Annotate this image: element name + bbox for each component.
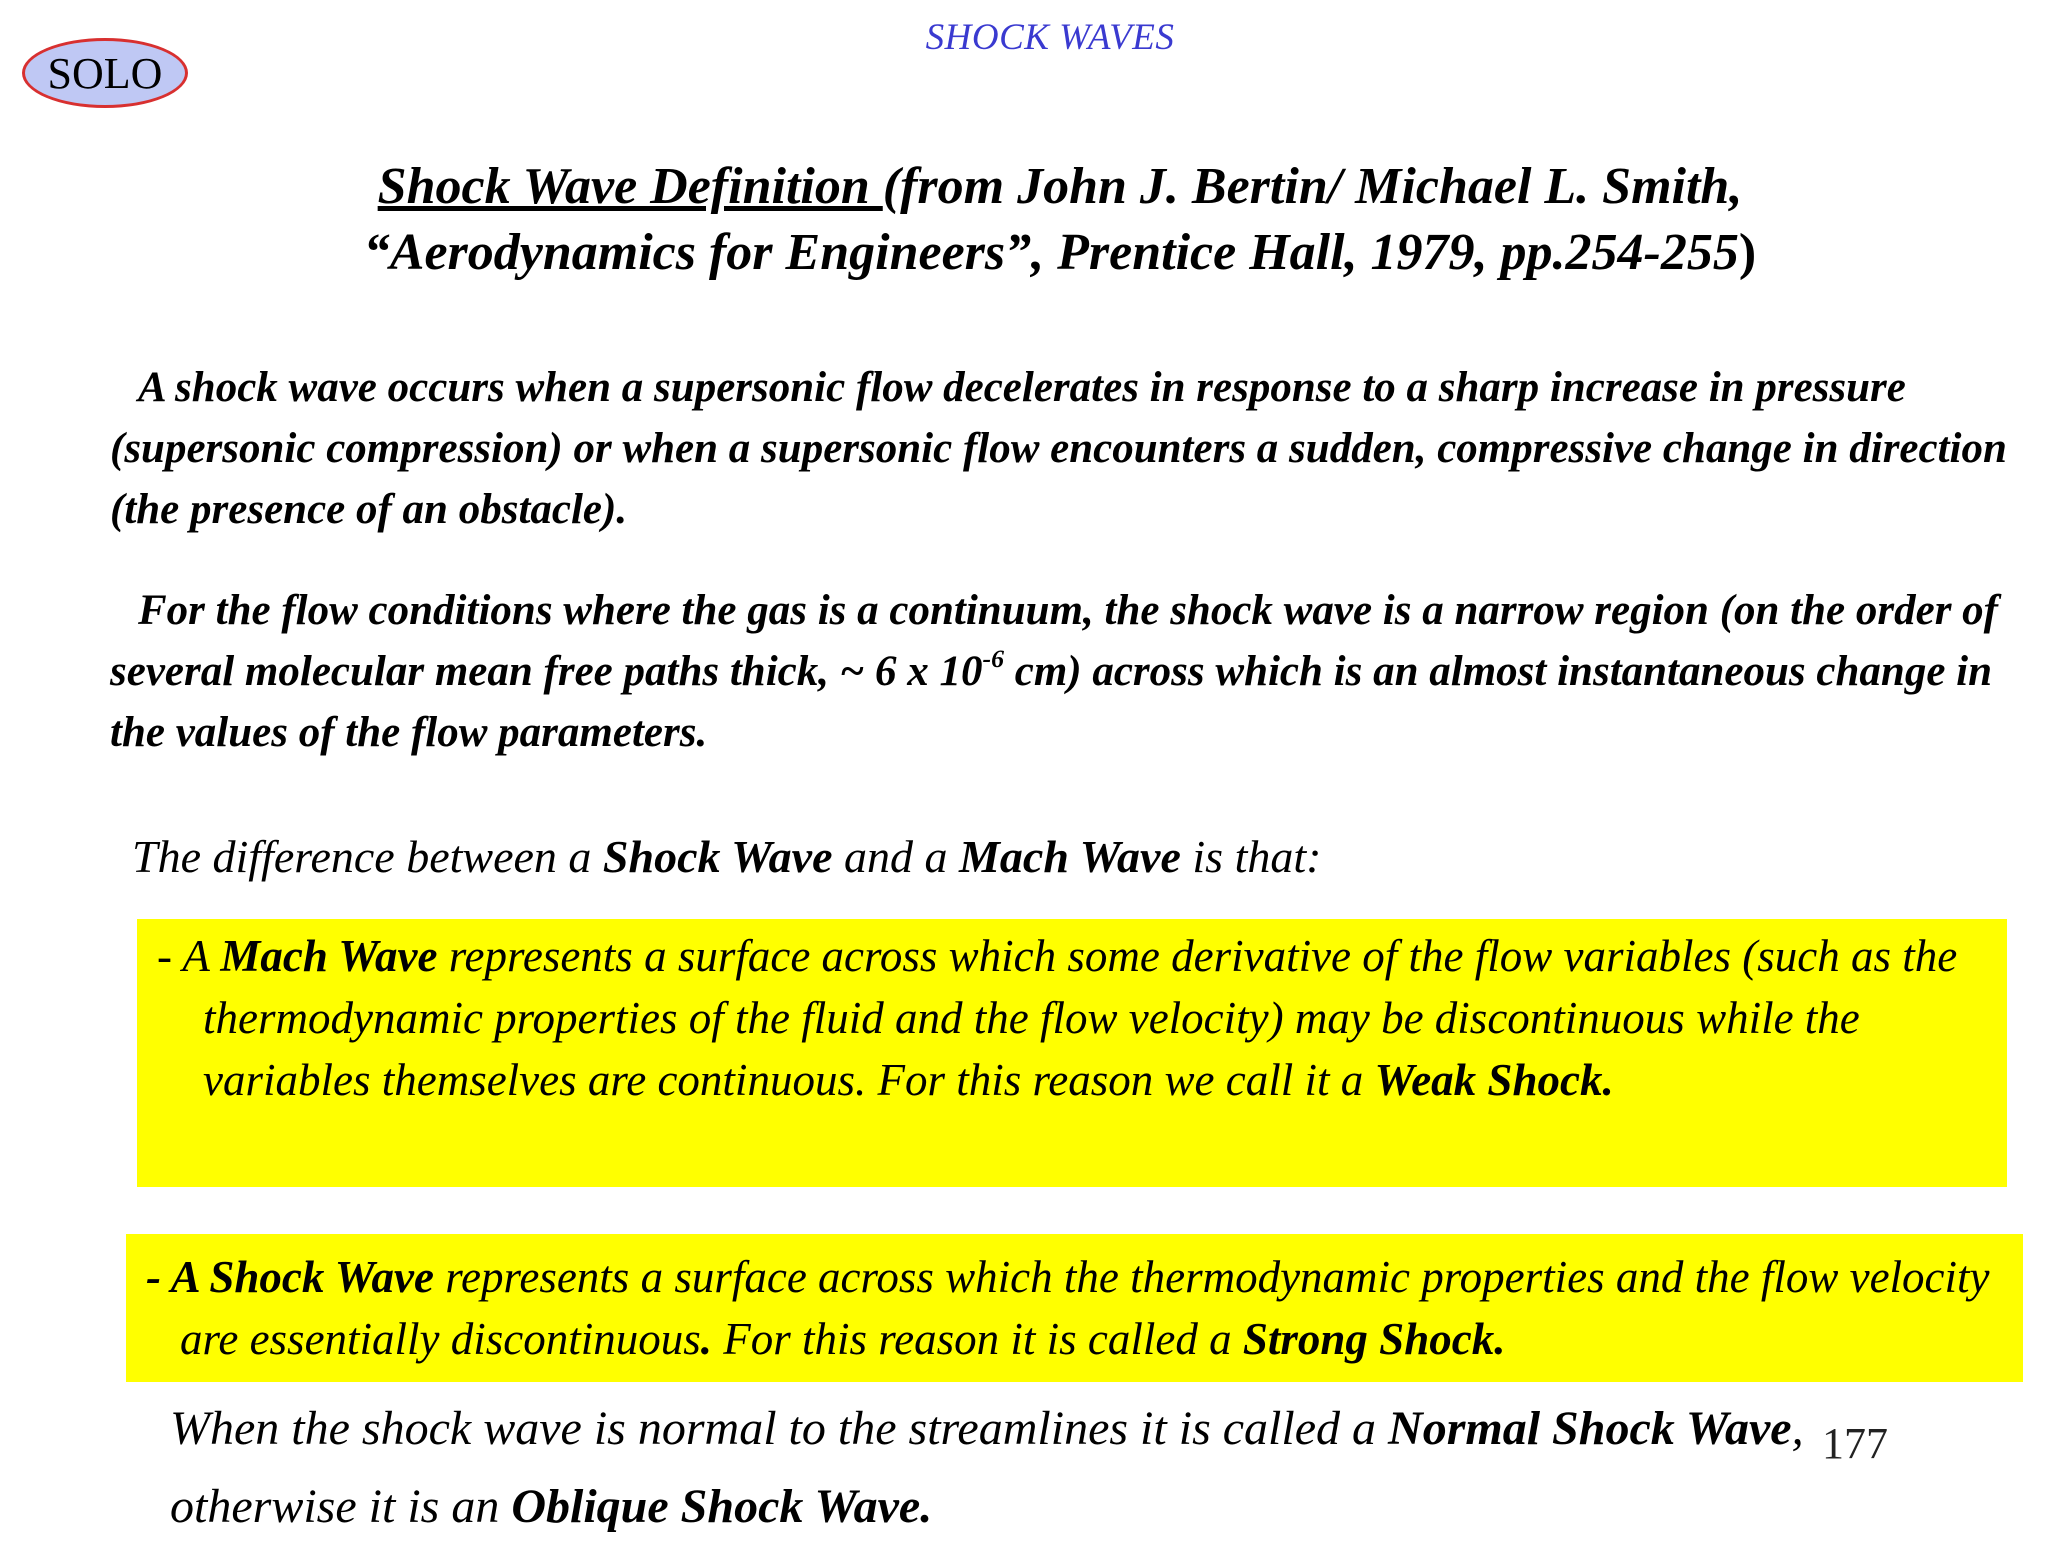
slide-header: SHOCK WAVES xyxy=(925,17,1175,58)
paragraph-1-text: A shock wave occurs when a supersonic flow decelerates in response to a sharp increase in pressure (supersonic compression) or when a supersonic flow encounters a sudden, compressive change in direction (the presence of an obstacle). xyxy=(110,364,2007,533)
logo-text: SOLO xyxy=(47,48,163,98)
p4-text-2: , otherwise it is an xyxy=(170,1402,1804,1533)
box1-bold-2: Weak Shock. xyxy=(1374,1055,1614,1105)
title-underlined: Shock Wave Definition xyxy=(377,158,883,215)
title-line2: “Aerodynamics for Engineers”, Prentice Hall, 1979, pp.254-255 xyxy=(363,224,1739,281)
box1-text-2: represents a surface across which some derivative of the flow variables (such as the thermodynamic properties of the fluid and the flow velocity) may be discontinuous while the variables themselves are continuous. For this reason we call it a xyxy=(203,931,1958,1105)
paragraph-4 xyxy=(170,1390,1970,1546)
paragraph-1 xyxy=(110,357,2040,540)
p3-text-2: and a xyxy=(832,831,959,882)
shock-wave-box xyxy=(126,1234,2023,1382)
page-number: 177 xyxy=(1822,1419,1888,1468)
p3-text-1: The difference between a xyxy=(132,831,603,882)
p3-bold-2: Mach Wave xyxy=(959,831,1181,882)
p3-text-3: is that: xyxy=(1180,831,1322,882)
box1-bold-1: Mach Wave xyxy=(220,931,438,981)
box2-bold-1: - A Shock Wave xyxy=(146,1252,434,1302)
p4-bold-2: Oblique Shock Wave xyxy=(511,1480,921,1533)
box2-text-1: represents a surface across which the thermodynamic properties and the flow velocity are essentially discontinuous xyxy=(180,1252,1990,1364)
paragraph-2-before: For the flow conditions where the gas is a continuum, the shock wave is a narrow region (on the order of several molecular mean free paths thick, ~ 6 x 10 xyxy=(110,587,1999,695)
box2-text-2: For this reason it is called a xyxy=(712,1314,1243,1364)
shock-wave-text xyxy=(146,1246,2023,1370)
p4-bold-3: . xyxy=(920,1480,933,1533)
box1-text-1: - A xyxy=(157,931,221,981)
title-close: ) xyxy=(1738,224,1757,281)
exponent: -6 xyxy=(982,643,1004,673)
mach-wave-text xyxy=(157,925,2007,1111)
box2-bold-3: Strong Shock. xyxy=(1242,1314,1506,1364)
p4-text-1: When the shock wave is normal to the streamlines it is called a xyxy=(170,1402,1389,1455)
slide-title xyxy=(260,154,1860,286)
paragraph-2-after: cm) across which is an almost instantaneous change in the values of the flow parameters. xyxy=(110,648,1993,756)
p4-bold-1: Normal Shock Wave xyxy=(1388,1402,1792,1455)
box2-bold-2: . xyxy=(700,1314,713,1364)
title-line1-rest: (from John J. Bertin/ Michael L. Smith, xyxy=(882,158,1743,215)
paragraph-3 xyxy=(132,826,1932,888)
paragraph-2 xyxy=(110,580,2040,763)
p3-bold-1: Shock Wave xyxy=(602,831,833,882)
mach-wave-box xyxy=(137,919,2007,1187)
